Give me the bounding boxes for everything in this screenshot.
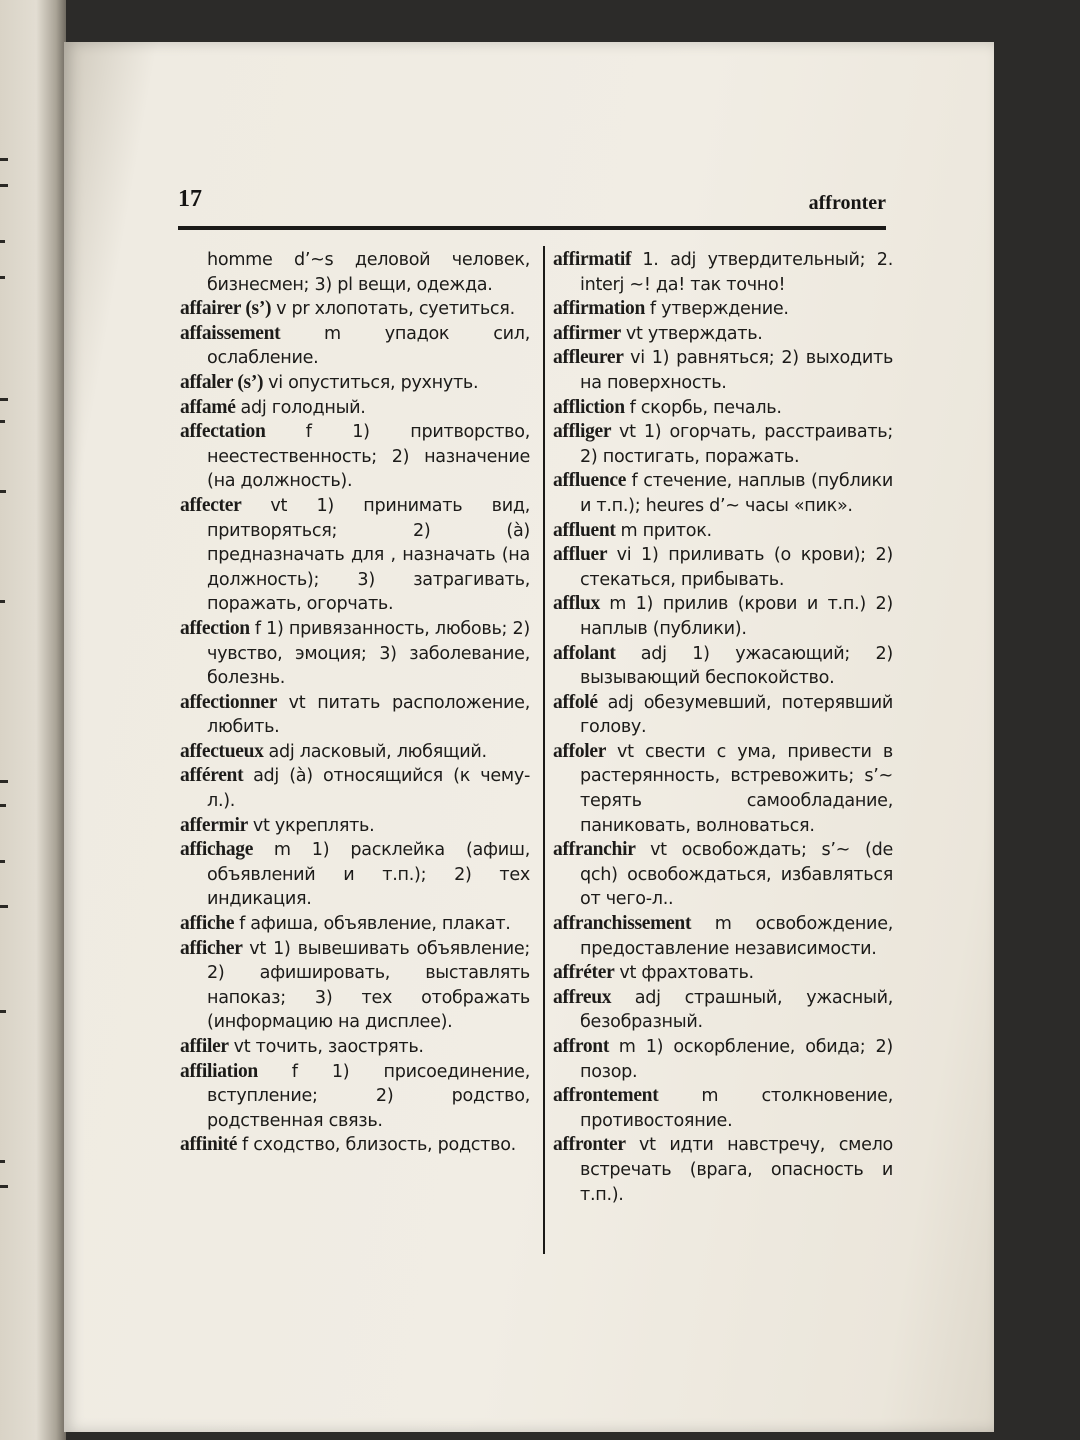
- entry-headword: affectueux: [180, 740, 264, 762]
- dictionary-entry: [553, 986, 893, 1035]
- entry-headword: affermir: [180, 814, 248, 836]
- entry-headword: affiliation: [180, 1060, 258, 1082]
- dictionary-entry: [553, 1133, 893, 1207]
- dictionary-entry: [180, 1060, 530, 1134]
- entry-headword: affaler (s’): [180, 371, 264, 393]
- entry-headword: affamé: [180, 396, 236, 418]
- entry-headword: affiler: [180, 1036, 229, 1057]
- entry-headword: affaissement: [180, 322, 281, 344]
- dictionary-entry: [553, 592, 893, 641]
- entry-headword: affecter: [180, 494, 242, 516]
- entry-definition: m приток.: [620, 520, 712, 541]
- right-column: [553, 248, 893, 1207]
- entry-definition: f стечение, наплыв (публики и т.п.); heures d’~ часы «пик».: [580, 471, 894, 516]
- dictionary-entry: [553, 297, 893, 322]
- entry-headword: affluent: [553, 519, 616, 541]
- entry-definition: adj (à) относящийся (к чему-л.).: [207, 766, 530, 812]
- entry-definition: f 1) присоединение, вступление; 2) родство, родственная связь.: [207, 1061, 531, 1131]
- dictionary-entry: [180, 371, 530, 396]
- entry-headword: affirmatif: [553, 249, 632, 270]
- page-number: 17: [178, 186, 202, 212]
- entry-headword: affranchir: [553, 839, 636, 861]
- dictionary-entry: [180, 248, 530, 297]
- header-rule: [178, 226, 886, 230]
- entry-definition: vi 1) равняться; 2) выходить на поверхность.: [580, 348, 894, 393]
- entry-headword: affectation: [180, 421, 266, 443]
- entry-definition: vt питать расположение, любить.: [207, 692, 531, 738]
- facing-page-edge: [0, 0, 66, 1440]
- dictionary-entry: [180, 420, 530, 494]
- dictionary-entry: [180, 937, 530, 1035]
- dictionary-entry: [553, 469, 893, 518]
- dictionary-entry: [553, 838, 893, 912]
- entry-definition: v pr хлопотать, суетиться.: [276, 299, 515, 320]
- left-column: [180, 248, 530, 1158]
- entry-headword: affectionner: [180, 691, 278, 713]
- dictionary-entry: [180, 617, 530, 691]
- entry-headword: afférent: [180, 765, 244, 787]
- dictionary-entry: [180, 1035, 530, 1060]
- entry-headword: affleurer: [553, 347, 624, 369]
- entry-definition: vt идти навстречу, смело встречать (врага, опасность и т.п.).: [580, 1135, 894, 1205]
- entry-headword: affront: [553, 1036, 610, 1057]
- entry-definition: m 1) расклейка (афиш, объявлений и т.п.); 2) тех индикация.: [207, 840, 530, 910]
- dictionary-entry: [553, 346, 893, 395]
- dictionary-entry: [553, 322, 893, 347]
- entry-definition: adj 1) ужасающий; 2) вызывающий беспокойство.: [580, 643, 893, 689]
- entry-definition: m 1) оскорбление, обида; 2) позор.: [580, 1037, 893, 1082]
- entry-definition: f афиша, объявление, плакат.: [239, 914, 511, 935]
- entry-definition: vi опуститься, рухнуть.: [268, 372, 479, 393]
- entry-headword: affolant: [553, 642, 616, 664]
- entry-definition: vt 1) принимать вид, притворяться; 2) (à) предназначать для , назначать (на должность); 3) затрагивать, поражать, огорчать.: [207, 495, 530, 615]
- entry-definition: m столкновение, противостояние.: [580, 1086, 893, 1131]
- entry-headword: affinité: [180, 1134, 238, 1156]
- dictionary-entry: [180, 764, 530, 813]
- dictionary-entry: [180, 912, 530, 937]
- column-divider: [543, 246, 545, 1254]
- entry-headword: affronter: [553, 1134, 626, 1156]
- dictionary-entry: [553, 420, 893, 469]
- dictionary-entry: [553, 691, 893, 740]
- entry-headword: affliger: [553, 421, 612, 443]
- dictionary-entry: [180, 838, 530, 912]
- dictionary-entry: [180, 322, 530, 371]
- page-header: [178, 186, 886, 222]
- entry-definition: adj ласковый, любящий.: [268, 741, 487, 762]
- entry-definition: homme d’~s деловой человек, бизнесмен; 3) pl вещи, одежда.: [207, 250, 530, 295]
- entry-headword: affoler: [553, 740, 607, 762]
- entry-definition: vt свести с ума, привести в растерянность, встревожить; s’~ терять самообладание, паниковать, волноваться.: [580, 741, 894, 836]
- entry-definition: f скорбь, печаль.: [629, 397, 782, 418]
- dictionary-entry: [553, 642, 893, 691]
- entry-headword: affiche: [180, 913, 235, 935]
- entry-headword: affréter: [553, 962, 615, 984]
- dictionary-entry: [180, 396, 530, 421]
- dictionary-entry: [180, 494, 530, 617]
- entry-definition: vt точить, заострять.: [233, 1037, 424, 1057]
- running-head: affronter: [808, 192, 886, 214]
- facing-page-text-fragments: [0, 0, 12, 1440]
- entry-headword: affirmer: [553, 322, 621, 344]
- entry-headword: affluence: [553, 470, 627, 492]
- entry-headword: afflux: [553, 593, 600, 615]
- entry-definition: vt укреплять.: [252, 815, 375, 836]
- entry-definition: 1. adj утвердительный; 2. interj ~! да! так точно!: [580, 250, 893, 295]
- entry-definition: m упадок сил, ослабление.: [207, 323, 531, 369]
- dictionary-entry: [180, 740, 530, 765]
- dictionary-entry: [553, 543, 893, 592]
- entry-headword: affection: [180, 617, 250, 639]
- dictionary-entry: [180, 1133, 530, 1158]
- dictionary-entry: [180, 691, 530, 740]
- entry-definition: adj голодный.: [240, 397, 366, 418]
- entry-definition: adj обезумевший, потерявший голову.: [580, 692, 893, 738]
- entry-headword: affairer (s’): [180, 298, 272, 320]
- entry-headword: affliction: [553, 396, 625, 418]
- entry-definition: f сходство, близость, родство.: [242, 1135, 516, 1156]
- dictionary-entry: [553, 248, 893, 297]
- entry-headword: affichage: [180, 839, 254, 861]
- entry-definition: f 1) привязанность, любовь; 2) чувство, эмоция; 3) заболевание, болезнь.: [207, 618, 530, 689]
- entry-definition: m освобождение, предоставление независимости.: [580, 914, 894, 959]
- entry-definition: f утверждение.: [649, 299, 789, 320]
- entry-headword: affranchissement: [553, 913, 692, 935]
- entry-headword: affolé: [553, 691, 598, 713]
- dictionary-entry: [553, 912, 893, 961]
- entry-definition: m 1) прилив (крови и т.п.) 2) наплыв (публики).: [580, 594, 894, 639]
- dictionary-entry: [553, 1084, 893, 1133]
- entry-headword: affrontement: [553, 1085, 659, 1107]
- dictionary-entry: [553, 740, 893, 838]
- entry-definition: adj страшный, ужасный, безобразный.: [580, 987, 893, 1033]
- entry-headword: affreux: [553, 986, 612, 1008]
- dictionary-entry: [180, 297, 530, 322]
- dictionary-entry: [553, 396, 893, 421]
- entry-definition: vt освобождать; s’~ (de qch) освобождаться, избавляться от чего-л..: [580, 840, 893, 910]
- entry-definition: vt утверждать.: [625, 323, 763, 344]
- entry-definition: vt 1) вывешивать объявление; 2) афишировать, выставлять напоказ; 3) тех отображать (информацию на дисплее).: [207, 938, 530, 1033]
- entry-definition: vt фрахтовать.: [619, 963, 754, 984]
- dictionary-entry: [553, 1035, 893, 1084]
- dictionary-entry: [180, 814, 530, 839]
- entry-headword: affluer: [553, 544, 608, 566]
- entry-definition: vt 1) огорчать, расстраивать; 2) постигать, поражать.: [580, 422, 893, 467]
- entry-definition: vi 1) приливать (о крови); 2) стекаться, прибывать.: [580, 545, 893, 590]
- dictionary-entry: [553, 961, 893, 986]
- entry-headword: afficher: [180, 937, 243, 959]
- entry-definition: f 1) притворство, неестественность; 2) назначение (на должность).: [207, 422, 530, 492]
- dictionary-entry: [553, 519, 893, 544]
- entry-headword: affirmation: [553, 298, 646, 320]
